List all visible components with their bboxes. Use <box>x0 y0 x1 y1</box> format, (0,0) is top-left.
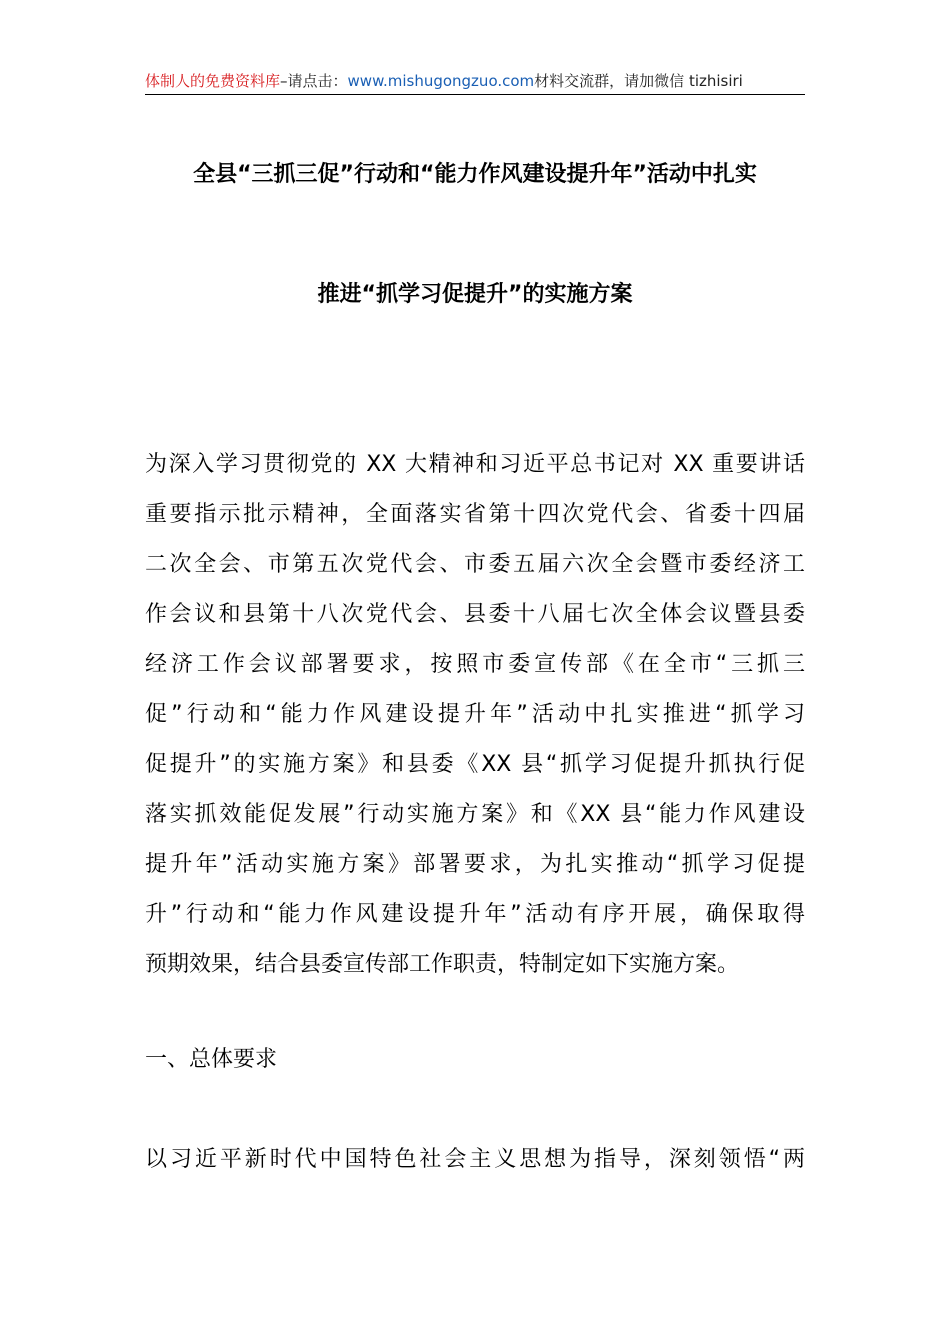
intro-paragraph <box>145 440 805 990</box>
paragraph-line: 促”行动和“能力作风建设提升年”活动中扎实推进“抓学习 <box>145 702 805 727</box>
paragraph-line: 落实抓效能促发展”行动实施方案》和《XX 县“能力作风建设 <box>145 802 805 827</box>
paragraph-line: 提升年”活动实施方案》部署要求，为扎实推动“抓学习促提 <box>145 852 805 877</box>
section-heading-text: 一、总体要求 <box>145 1047 278 1072</box>
paragraph-line: 为深入学习贯彻党的 XX 大精神和习近平总书记对 XX 重要讲话 <box>145 452 805 477</box>
paragraph-line: 作会议和县第十八次党代会、县委十八届七次全体会议暨县委 <box>145 602 805 627</box>
paragraph-line: 重要指示批示精神，全面落实省第十四次党代会、省委十四届 <box>145 502 805 527</box>
document-title-line-1: 全县“三抓三促”行动和“能力作风建设提升年”活动中扎实 <box>193 162 757 187</box>
paragraph-line: 经济工作会议部署要求，按照市委宣传部《在全市“三抓三 <box>145 652 805 677</box>
page-header <box>145 70 805 95</box>
section-paragraph <box>145 1135 805 1185</box>
paragraph-line: 以习近平新时代中国特色社会主义思想为指导，深刻领悟“两 <box>145 1147 805 1172</box>
document-title-line-2: 推进“抓学习促提升”的实施方案 <box>317 282 633 307</box>
paragraph-line: 预期效果，结合县委宣传部工作职责，特制定如下实施方案。 <box>145 952 740 977</box>
header-brand: 体制人的免费资料库 <box>145 72 281 90</box>
paragraph-line: 促提升”的实施方案》和县委《XX 县“抓学习促提升抓执行促 <box>145 752 805 777</box>
header-click-text: –请点击： <box>280 72 348 90</box>
paragraph-line: 升”行动和“能力作风建设提升年”活动有序开展，确保取得 <box>145 902 805 927</box>
header-wechat-text: 材料交流群，请加微信 tizhisiri <box>534 72 743 90</box>
section-heading <box>145 1035 805 1085</box>
paragraph-line: 二次全会、市第五次党代会、市委五届六次全会暨市委经济工 <box>145 552 805 577</box>
header-link[interactable]: www.mishugongzuo.com <box>347 72 535 90</box>
